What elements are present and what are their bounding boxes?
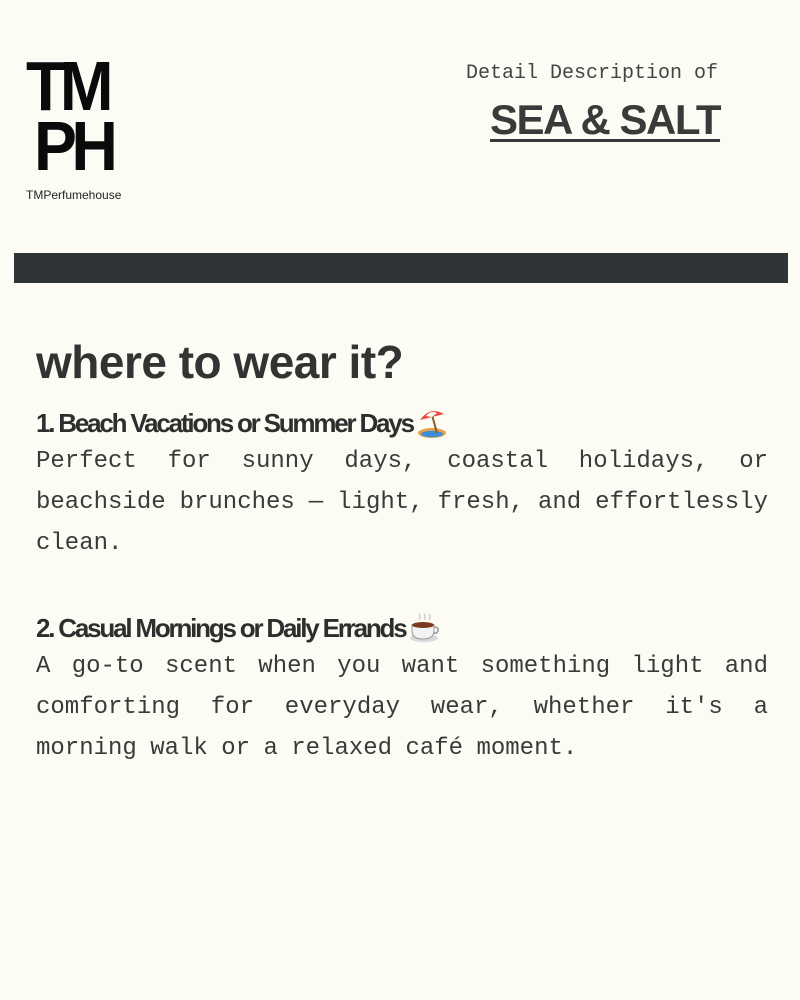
wear-item-title-text: 1. Beach Vacations or Summer Days [36,408,413,438]
detail-label: Detail Description of [466,62,719,85]
coffee-cup-icon [407,611,441,645]
wear-item-title [36,611,768,645]
divider-bar [14,253,788,283]
logo-mark [26,47,146,186]
logo-letters-top: TM [26,47,108,125]
logo-letters-bottom: PH [34,107,113,186]
wear-item [36,406,768,564]
beach-umbrella-icon [415,406,449,440]
wear-item-title [36,406,768,440]
brand-logo [26,47,146,203]
brand-name: TMPerfumehouse [26,188,122,203]
section-heading: where to wear it? [36,336,404,388]
wear-item [36,611,768,769]
wear-item-description: A go-to scent when you want something light and comforting for everyday wear, whether it's a morning walk or a relaxed café moment. [36,653,768,762]
wear-item-description: Perfect for sunny days, coastal holidays, or beachside brunches — light, fresh, and effortlessly clean. [36,448,768,557]
product-name: SEA & SALT [490,96,721,143]
wear-item-title-text: 2. Casual Mornings or Daily Errands [36,613,406,643]
